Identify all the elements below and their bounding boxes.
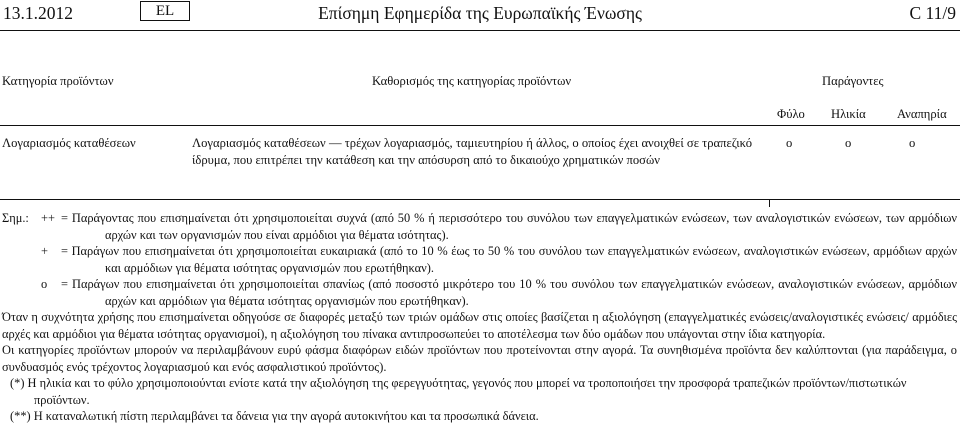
col-header-definition: Καθορισμός της κατηγορίας προϊόντων <box>372 74 572 88</box>
note-frequent-symbol: ++ <box>41 211 55 225</box>
notes-section <box>2 210 957 425</box>
note-occasional-text: = Παράγων που επισημαίνεται ότι χρησιμοποιείται ευκαιριακά (από το 10 % έως το 50 % του συνόλου των επαγγελματικών ενώσεων, αναλογιστικών ενώσεων, αρμόδιων αρχών και αρμόδιων για θέματα ισότητας οργανισμών που ερωτήθηκαν). <box>61 244 957 275</box>
table-header-rule <box>0 125 960 126</box>
col-header-disability: Αναπηρία <box>897 107 947 121</box>
note-rare-symbol: o <box>41 277 48 291</box>
table-column-tick <box>769 199 770 207</box>
col-header-factors: Παράγοντες <box>822 74 884 88</box>
footnote-consumer-credit: (**) Η καταναλωτική πίστη περιλαμβάνει τα δάνεια για την αγορά αυτοκινήτου και τα προσωπικά δάνεια. <box>10 409 539 423</box>
col-header-category: Κατηγορία προϊόντων <box>2 74 114 88</box>
note-paragraph-1: Όταν η συχνότητα χρήσης που επισημαίνεται οδηγούσε σε διαφορές μεταξύ των τριών ομάδων στις οποίες βασίζεται η αξιολόγηση (επαγγελματικές ενώσεις/αναλογιστικές ενώσεις/ αρμόδιες αρχές και αρμόδιοι για θέματα ισότητας οργανισμοί), η αξιολόγηση του πίνακα αντιπροσωπεύει το αποτέλεσμα των δύο ομάδων που υπάγονται στην ίδια κατηγορία. <box>2 310 957 341</box>
footnote-age-gender: (*) Η ηλικία και το φύλο χρησιμοποιούνται ενίοτε κατά την αξιολόγηση της φερεγγυότητας, γεγονός που μπορεί να τροποποιήσει την προσφορά τραπεζικών προϊόντων/πιστωτικών προϊόντων. <box>10 376 907 407</box>
journal-date: 13.1.2012 <box>3 3 73 23</box>
language-badge: EL <box>140 1 190 21</box>
page-number: C 11/9 <box>909 3 956 23</box>
row-category: Λογαριασμός καταθέσεων <box>2 136 136 150</box>
note-rare-text: = Παράγων που επισημαίνεται ότι χρησιμοποιείται σπανίως (από ποσοστό μικρότερο του 10 % του συνόλου των επαγγελματικών ενώσεων, αναλογιστικών ενώσεων, αρμόδιων αρχών και αρμόδιων για θέματα ισότητας οργανισμών που ερωτήθηκαν). <box>61 277 957 308</box>
note-occasional <box>2 243 957 276</box>
row-gender-value: o <box>786 136 793 150</box>
header-rule <box>0 30 960 31</box>
note-occasional-symbol: + <box>41 244 48 258</box>
note-paragraph-2: Οι κατηγορίες προϊόντων μπορούν να περιλαμβάνουν ευρύ φάσμα διαφόρων ειδών προϊόντων που προτείνονται στην αγορά. Τα συνηθισμένα προϊόντα δεν καλύπτονται (για παράδειγμα, ο συνδυασμός ενός τρέχοντος λογαριασμού και ενός ασφαλιστικού προϊόντος). <box>2 343 957 374</box>
note-frequent <box>2 210 957 243</box>
notes-label: Σημ.: <box>2 211 29 225</box>
col-header-age: Ηλικία <box>831 107 866 121</box>
col-header-gender: Φύλο <box>777 107 805 121</box>
table-bottom-rule <box>0 199 960 200</box>
row-disability-value: o <box>909 136 916 150</box>
note-rare <box>2 276 957 309</box>
row-definition: Λογαριασμός καταθέσεων — τρέχων λογαριασμός, ταμιευτηρίου ή άλλος, ο οποίος έχει ανοιχθεί σε τραπεζικό ίδρυμα, που επιτρέπει την κατάθεση και την απόσυρση από το δικαιούχο χρηματικών ποσών <box>192 136 752 167</box>
journal-title: Επίσημη Εφημερίδα της Ευρωπαϊκής Ένωσης <box>318 3 642 23</box>
row-age-value: o <box>845 136 852 150</box>
note-frequent-text: = Παράγοντας που επισημαίνεται ότι χρησιμοποιείται συχνά (από 50 % ή περισσότερο του συνόλου των επαγγελματικών ενώσεων, των αναλογιστικών ενώσεων, των αρμόδιων αρχών και των οργανισμών που είναι αρμόδιοι για θέματα ισότητας). <box>61 211 957 242</box>
